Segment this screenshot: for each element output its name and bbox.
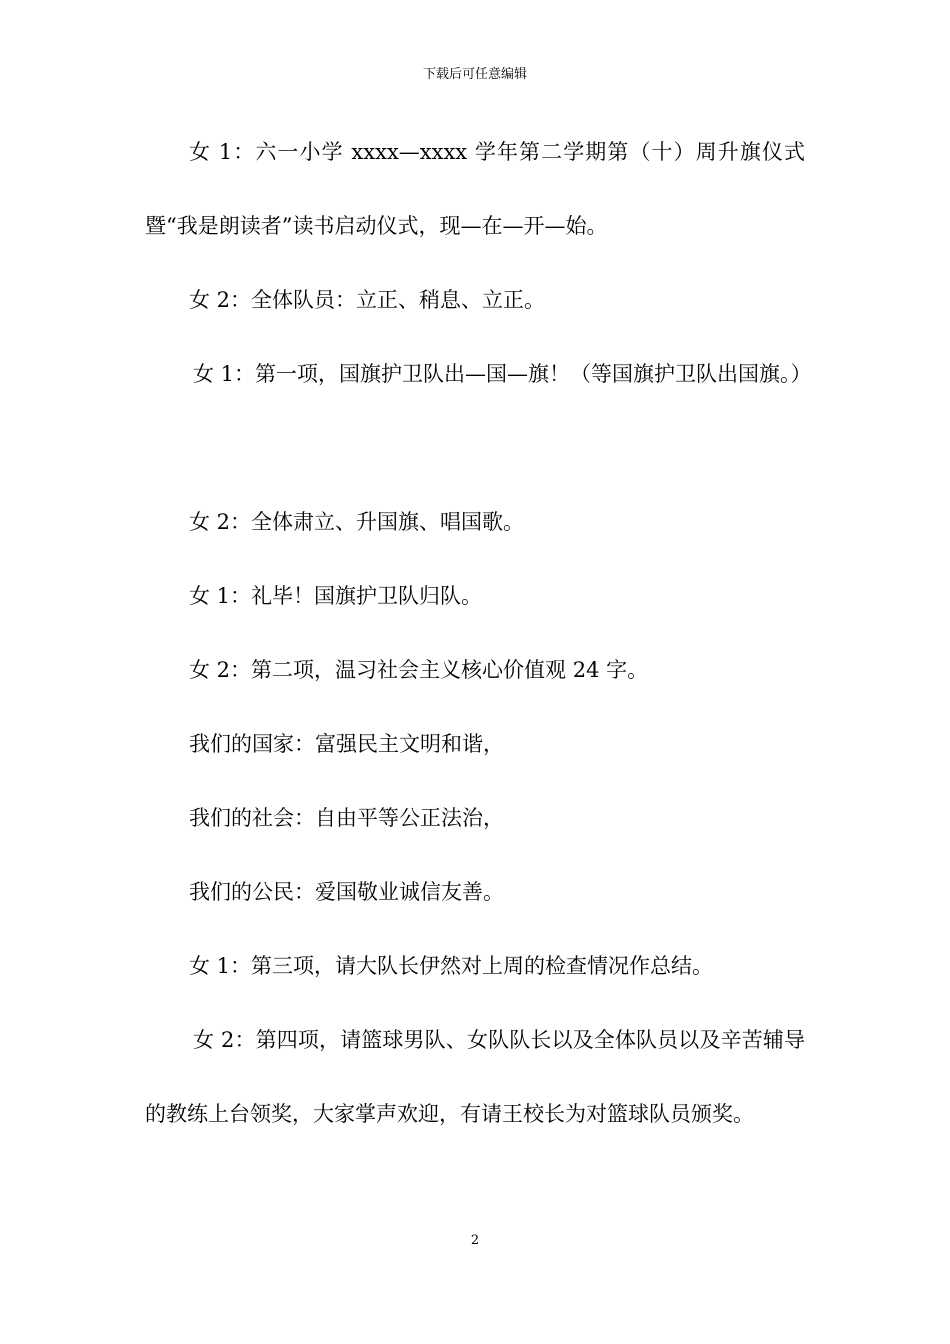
paragraph-opening: 女 1：六一小学 xxxx—xxxx 学年第二学期第（十）周升旗仪式暨“我是朗读者”读书启动仪式，现—在—开—始。 <box>145 140 805 238</box>
paragraph-our-citizens: 我们的公民：爱国敬业诚信友善。 <box>189 880 504 904</box>
paragraph-attention: 女 2：全体队员：立正、稍息、立正。 <box>189 288 546 312</box>
paragraph-summary: 女 1：第三项，请大队长伊然对上周的检查情况作总结。 <box>189 954 714 978</box>
paragraph-anthem: 女 2：全体肃立、升国旗、唱国歌。 <box>189 510 525 534</box>
page-number: 2 <box>470 1233 480 1248</box>
paragraph-flag-out: 女 1：第一项，国旗护卫队出—国—旗！（等国旗护卫队出国旗。） <box>193 362 812 386</box>
paragraph-salute: 女 1：礼毕！国旗护卫队归队。 <box>189 584 483 608</box>
paragraph-our-country: 我们的国家：富强民主文明和谐， <box>189 732 504 756</box>
paragraph-awards: 女 2：第四项，请篮球男队、女队队长以及全体队员以及辛苦辅导的教练上台领奖，大家掌声欢迎，有请王校长为对篮球队员颁奖。 <box>145 1028 805 1126</box>
paragraph-our-society: 我们的社会：自由平等公正法治， <box>189 806 504 830</box>
paragraph-core-values: 女 2：第二项，温习社会主义核心价值观 24 字。 <box>189 658 649 682</box>
page-header: 下载后可任意编辑 <box>422 67 527 82</box>
